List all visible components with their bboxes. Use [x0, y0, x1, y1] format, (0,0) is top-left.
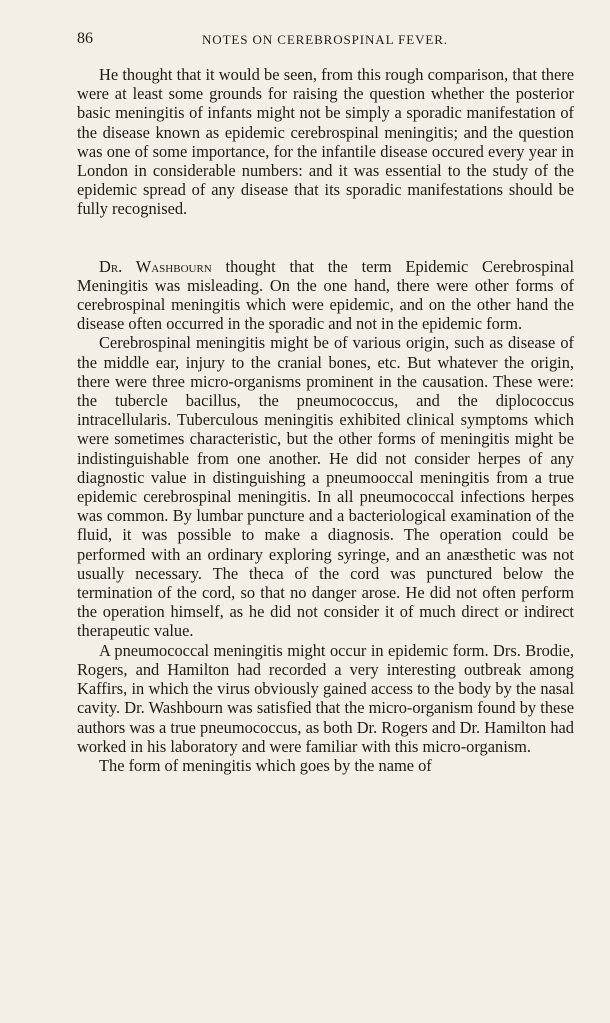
- paragraph-1: He thought that it would be seen, from this rough comparison, that there were at least some grounds for raising the question whether the posterior basic meningitis of infants might not be simply a sporadic manifestation of the disease known as epidemic cerebrospinal meningitis; and the question was one of some importance, for the infantile disease occured every year in London in considerable numbers: and it was essential to the study of the epidemic spread of any disease that its sporadic manifestations should be fully recognised.: [77, 65, 574, 219]
- paragraph-2: Dr. Washbourn thought that the term Epidemic Cerebrospinal Meningitis was misleading. On the one hand, there were other forms of cerebrospinal meningitis which were epidemic, and on the other hand the disease often occurred in the sporadic and not in the epidemic form.: [77, 256, 575, 334]
- running-title: NOTES ON CEREBROSPINAL FEVER.: [202, 32, 448, 47]
- paragraph-4: A pneumococcal meningitis might occur in epidemic form. Drs. Brodie, Rogers, and Hamilton had recorded a very interesting outbreak among Kaffirs, in which the virus obviously gained access to the body by the nasal cavity. Dr. Washbourn was satisfied that the micro-organism found by these authors was a true pneumococcus, as both Dr. Rogers and Dr. Hamilton had worked in his laboratory and were familiar with this micro-organism.: [77, 640, 574, 756]
- page-header: [77, 30, 574, 50]
- page-number: 86: [77, 30, 93, 47]
- paragraph-5: The form of meningitis which goes by the name of: [99, 755, 432, 775]
- speaker-name: Dr. Washbourn: [99, 256, 212, 276]
- paragraph-3: Cerebrospinal meningitis might be of various origin, such as disease of the middle ear, injury to the cranial bones, etc. But whatever the origin, there were three micro-organisms prominent in the causation. These were: the tubercle bacillus, the pneumococcus, and the diplococcus intracellularis. Tuberculous meningitis exhibited clinical symptoms which were sometimes characteristic, but the other forms of meningitis might be indistinguishable from one another. He did not consider herpes of any diagnostic value in distinguishing a pneumooccal meningitis from a true epidemic cerebrospinal meningitis. In all pneumococcal infections herpes was common. By lumbar puncture and a bacteriological examination of the fluid, it was possible to make a diagnosis. The operation could be performed with an ordinary exploring syringe, and an anæsthetic was not usually necessary. The theca of the cord was punctured below the termination of the cord, so that no danger arose. He did not often perform the operation himself, as he did not consider it of much direct or indirect therapeutic value.: [77, 333, 574, 641]
- body-text: [77, 65, 574, 775]
